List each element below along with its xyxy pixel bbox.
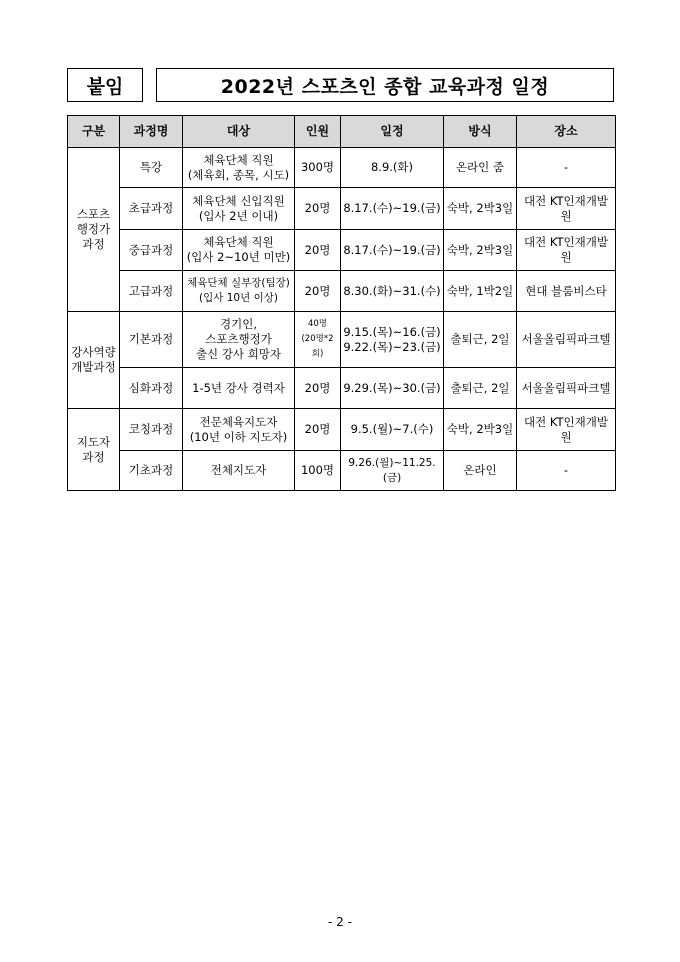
table-row [68,230,616,271]
target-cell: 체육단체 직원 (체육회, 종목, 시도) [183,148,295,188]
place-cell: 현대 블룸비스타 [517,271,616,312]
place-cell: 대전 KT인재개발원 [517,230,616,271]
place-cell: 서울올림픽파크텔 [517,312,616,368]
count-cell: 300명 [295,148,341,188]
method-cell: 출퇴근, 2일 [444,368,517,409]
count-cell: 20명 [295,368,341,409]
course-cell: 기초과정 [120,451,183,491]
method-cell: 온라인 [444,451,517,491]
category-cell: 지도자 과정 [68,409,120,491]
schedule-cell: 8.30.(화)~31.(수) [341,271,444,312]
schedule-cell: 9.15.(목)~16.(금) 9.22.(목)~23.(금) [341,312,444,368]
column-header: 방식 [444,116,517,148]
course-cell: 특강 [120,148,183,188]
schedule-cell: 8.17.(수)~19.(금) [341,188,444,230]
place-cell: 대전 KT인재개발원 [517,188,616,230]
method-cell: 숙박, 2박3일 [444,188,517,230]
attachment-label: 붙임 [67,68,143,102]
schedule-cell: 8.17.(수)~19.(금) [341,230,444,271]
table-row [68,312,616,368]
count-cell: 100명 [295,451,341,491]
target-cell: 전체지도자 [183,451,295,491]
schedule-cell: 9.29.(목)~30.(금) [341,368,444,409]
column-header: 장소 [517,116,616,148]
schedule-cell: 9.26.(월)~11.25.(금) [341,451,444,491]
count-cell: 20명 [295,409,341,451]
table-row [68,148,616,188]
method-cell: 숙박, 2박3일 [444,230,517,271]
table-row [68,368,616,409]
course-cell: 초급과정 [120,188,183,230]
category-cell: 스포츠 행정가 과정 [68,148,120,312]
table-row [68,409,616,451]
category-cell: 강사역량 개발과정 [68,312,120,409]
target-cell: 1-5년 강사 경력자 [183,368,295,409]
target-cell: 체육단체 신입직원 (입사 2년 이내) [183,188,295,230]
column-header: 구분 [68,116,120,148]
place-cell: 대전 KT인재개발원 [517,409,616,451]
count-cell: 40명 (20명*2회) [295,312,341,368]
target-cell: 전문체육지도자 (10년 이하 지도자) [183,409,295,451]
table-row [68,451,616,491]
page-number: - 2 - [328,915,352,929]
column-header: 대상 [183,116,295,148]
target-cell: 체육단체 직원 (입사 2~10년 미만) [183,230,295,271]
course-cell: 중급과정 [120,230,183,271]
target-cell: 체육단체 실부장(팀장) (입사 10년 이상) [183,271,295,312]
schedule-cell: 9.5.(월)~7.(수) [341,409,444,451]
method-cell: 출퇴근, 2일 [444,312,517,368]
document-title: 2022년 스포츠인 종합 교육과정 일정 [156,68,614,102]
column-header: 과정명 [120,116,183,148]
method-cell: 온라인 줌 [444,148,517,188]
course-cell: 기본과정 [120,312,183,368]
place-cell: - [517,451,616,491]
method-cell: 숙박, 2박3일 [444,409,517,451]
column-header: 인원 [295,116,341,148]
course-cell: 코칭과정 [120,409,183,451]
course-cell: 고급과정 [120,271,183,312]
place-cell: 서울올림픽파크텔 [517,368,616,409]
method-cell: 숙박, 1박2일 [444,271,517,312]
target-cell: 경기인, 스포츠행정가 출신 강사 희망자 [183,312,295,368]
schedule-cell: 8.9.(화) [341,148,444,188]
column-header: 일정 [341,116,444,148]
table-header-row [68,116,616,148]
count-cell: 20명 [295,230,341,271]
table-row [68,188,616,230]
schedule-table [67,115,616,491]
table-row [68,271,616,312]
course-cell: 심화과정 [120,368,183,409]
place-cell: - [517,148,616,188]
count-cell: 20명 [295,188,341,230]
count-cell: 20명 [295,271,341,312]
